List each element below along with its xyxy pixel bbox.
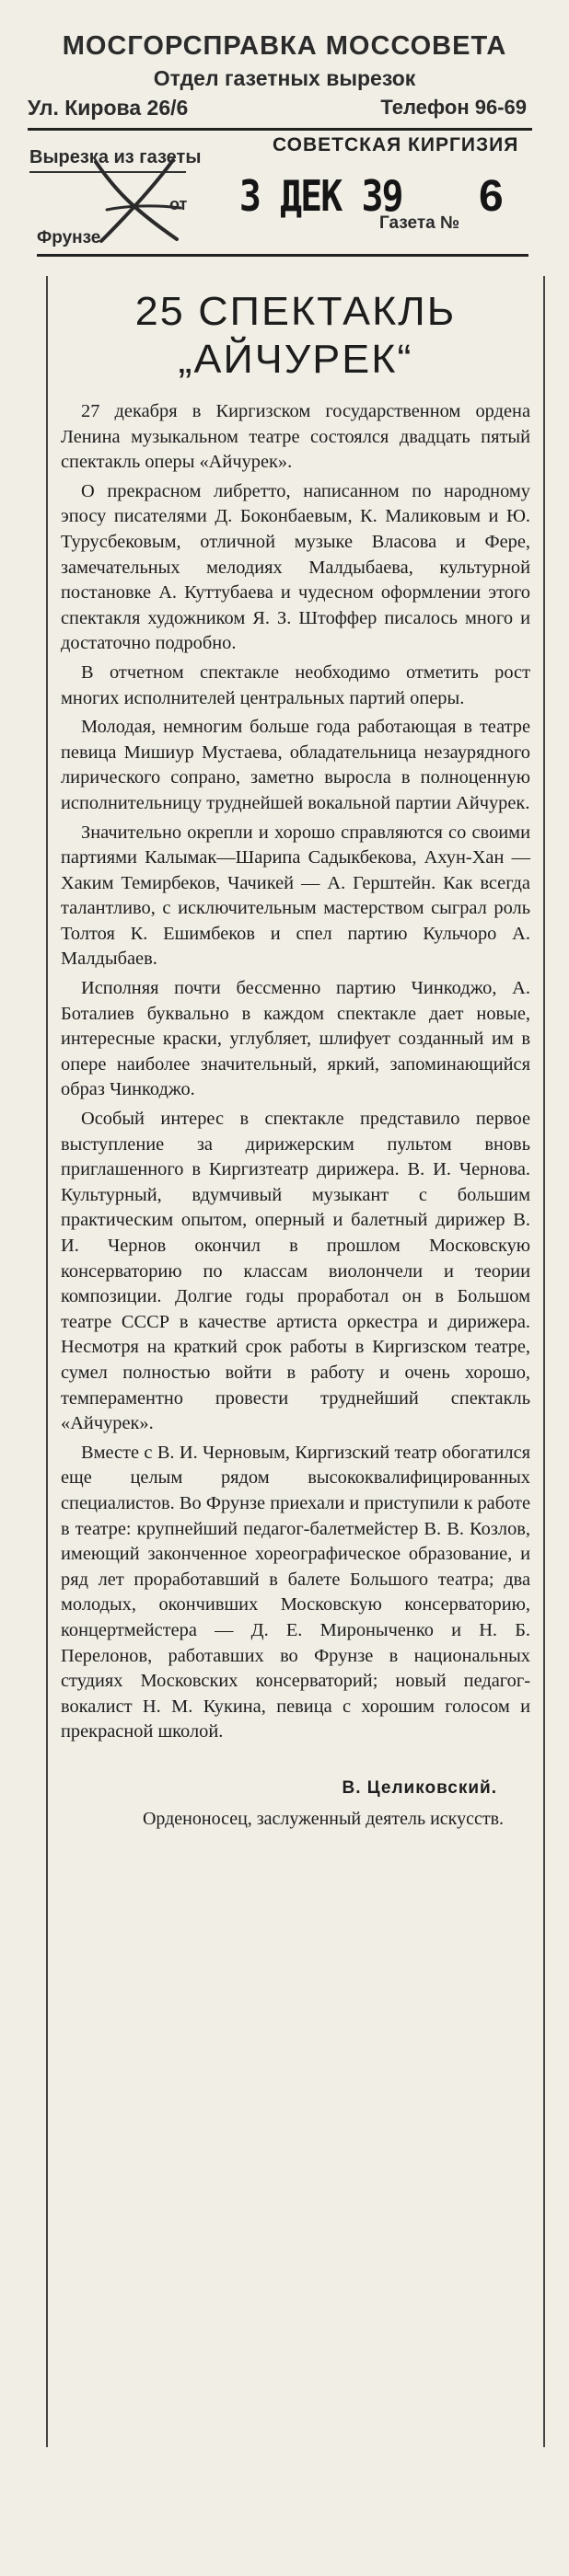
newspaper-name: СОВЕТСКАЯ КИРГИЗИЯ <box>273 134 519 155</box>
article-paragraph: Вместе с В. И. Черновым, Киргизский театр обогатился еще целым рядом высококвалифицированных специалистов. Во Фрунзе приехали и приступили к работе в театре: крупнейший педагог-балетмейстер В. В. Козлов, имеющий законченное хореографическое образование, и ряд лет проработавший в балете Большого театра; два молодых, окончивших Московскую консерваторию, концертмейстера — Д. Е. Мироныченко и Н. Б. Перелонов, работавших во Фрунзе в национальных студиях Московских консерваторий; новый педагог-вокалист Н. М. Кукина, певица с хорошим голосом и прекрасной школой. <box>61 1442 530 1742</box>
department-name: Отдел газетных вырезок <box>153 66 416 90</box>
author-title: Орденоносец, заслуженный деятель искусств. <box>142 1808 505 1829</box>
article-body <box>61 399 530 1745</box>
issue-mark: 6 <box>479 172 504 221</box>
article-paragraph: О прекрасном либретто, написанном по народному эпосу писателями Д. Боконбаевым, К. Маликовым и Ю. Турусбековым, отличной музыке Власова и Фере, замечательных мелодиях Малдыбаева, культурной постановке А. Куттубаева и чудесном оформлении этого спектакля художником Я. З. Штоффер писалось много и достаточно подробно. <box>61 480 530 654</box>
article-paragraph: Исполняя почти бессменно партию Чинкоджо, А. Боталиев буквально в каждом спектакле дает новые, интересные краски, углубляет, шлифует созданный им в опере наиболее значительный, яркий, запоминающийся образ Чинкоджо. <box>61 978 530 1100</box>
city-name: Фрунзе <box>37 228 101 247</box>
article-border-left <box>46 276 48 2447</box>
stamp-date: 3 ДЕК 39 <box>239 171 402 221</box>
article-paragraph: Молодая, немногим больше года работающая в театре певица Мишиур Мустаева, обладательница незаурядного лирического сопрано, заметно выросла в полноценную исполнительницу труднейшей вокальной партии Айчурек. <box>61 717 530 813</box>
article <box>61 276 530 1832</box>
article-title-line1: 25 СПЕКТАКЛЬ <box>134 289 457 334</box>
paper-number-label: Газета № <box>379 213 460 233</box>
date-from-label: от <box>169 195 188 213</box>
bureau-phone: Телефон 96-69 <box>380 96 527 119</box>
bureau-name: МОСГОРСПРАВКА МОССОВЕТА <box>62 31 507 61</box>
clipping-label: Вырезка из газеты <box>29 147 202 167</box>
article-title-line2: „АЙЧУРЕК“ <box>178 337 413 382</box>
article-paragraph: Значительно окрепли и хорошо справляются со своими партиями Калымак—Шарипа Садыкбекова, Ахун-Хан — Хаким Темирбеков, Чачикей — А. Герштейн. Как всегда талантливо, с исключительным мастерством сыграл роль Толтоя К. Ешимбеков и спел партию Кульчоро А. Малдыбаев. <box>61 822 530 970</box>
bureau-address: Ул. Кирова 26/6 <box>28 96 189 120</box>
article-paragraph: 27 декабря в Киргизском государственном ордена Ленина музыкальном театре состоялся двадцать пятый спектакль оперы «Айчурек». <box>61 401 530 473</box>
stamp-divider-bottom <box>37 254 528 257</box>
author-signature: В. Целиковский. <box>342 1777 497 1798</box>
article-paragraph: Особый интерес в спектакле представило первое выступление за дирижерским пультом вновь приглашенного в Киргизтеатр дирижера. В. И. Чернова. Культурный, вдумчивый музыкант с большим практическим опытом, оперный и балетный дирижер В. И. Чернов окончил в прошлом Московскую консерваторию по классам виолончели и теории композиции. Долгие годы проработал он в Большом театре СССР в качестве артиста оркестра и дирижера. Несмотря на краткий срок работы в Киргизском театре, сумел полностью войти в работу и очень хорошо, темпераментно провести труднейший спектакль «Айчурек». <box>61 1109 530 1434</box>
stamp-divider-top <box>28 128 532 131</box>
article-border-right <box>543 276 545 2447</box>
clipping-bureau-stamp <box>0 0 569 276</box>
article-paragraph: В отчетном спектакле необходимо отметить рост многих исполнителей центральных партий оперы. <box>61 661 530 708</box>
